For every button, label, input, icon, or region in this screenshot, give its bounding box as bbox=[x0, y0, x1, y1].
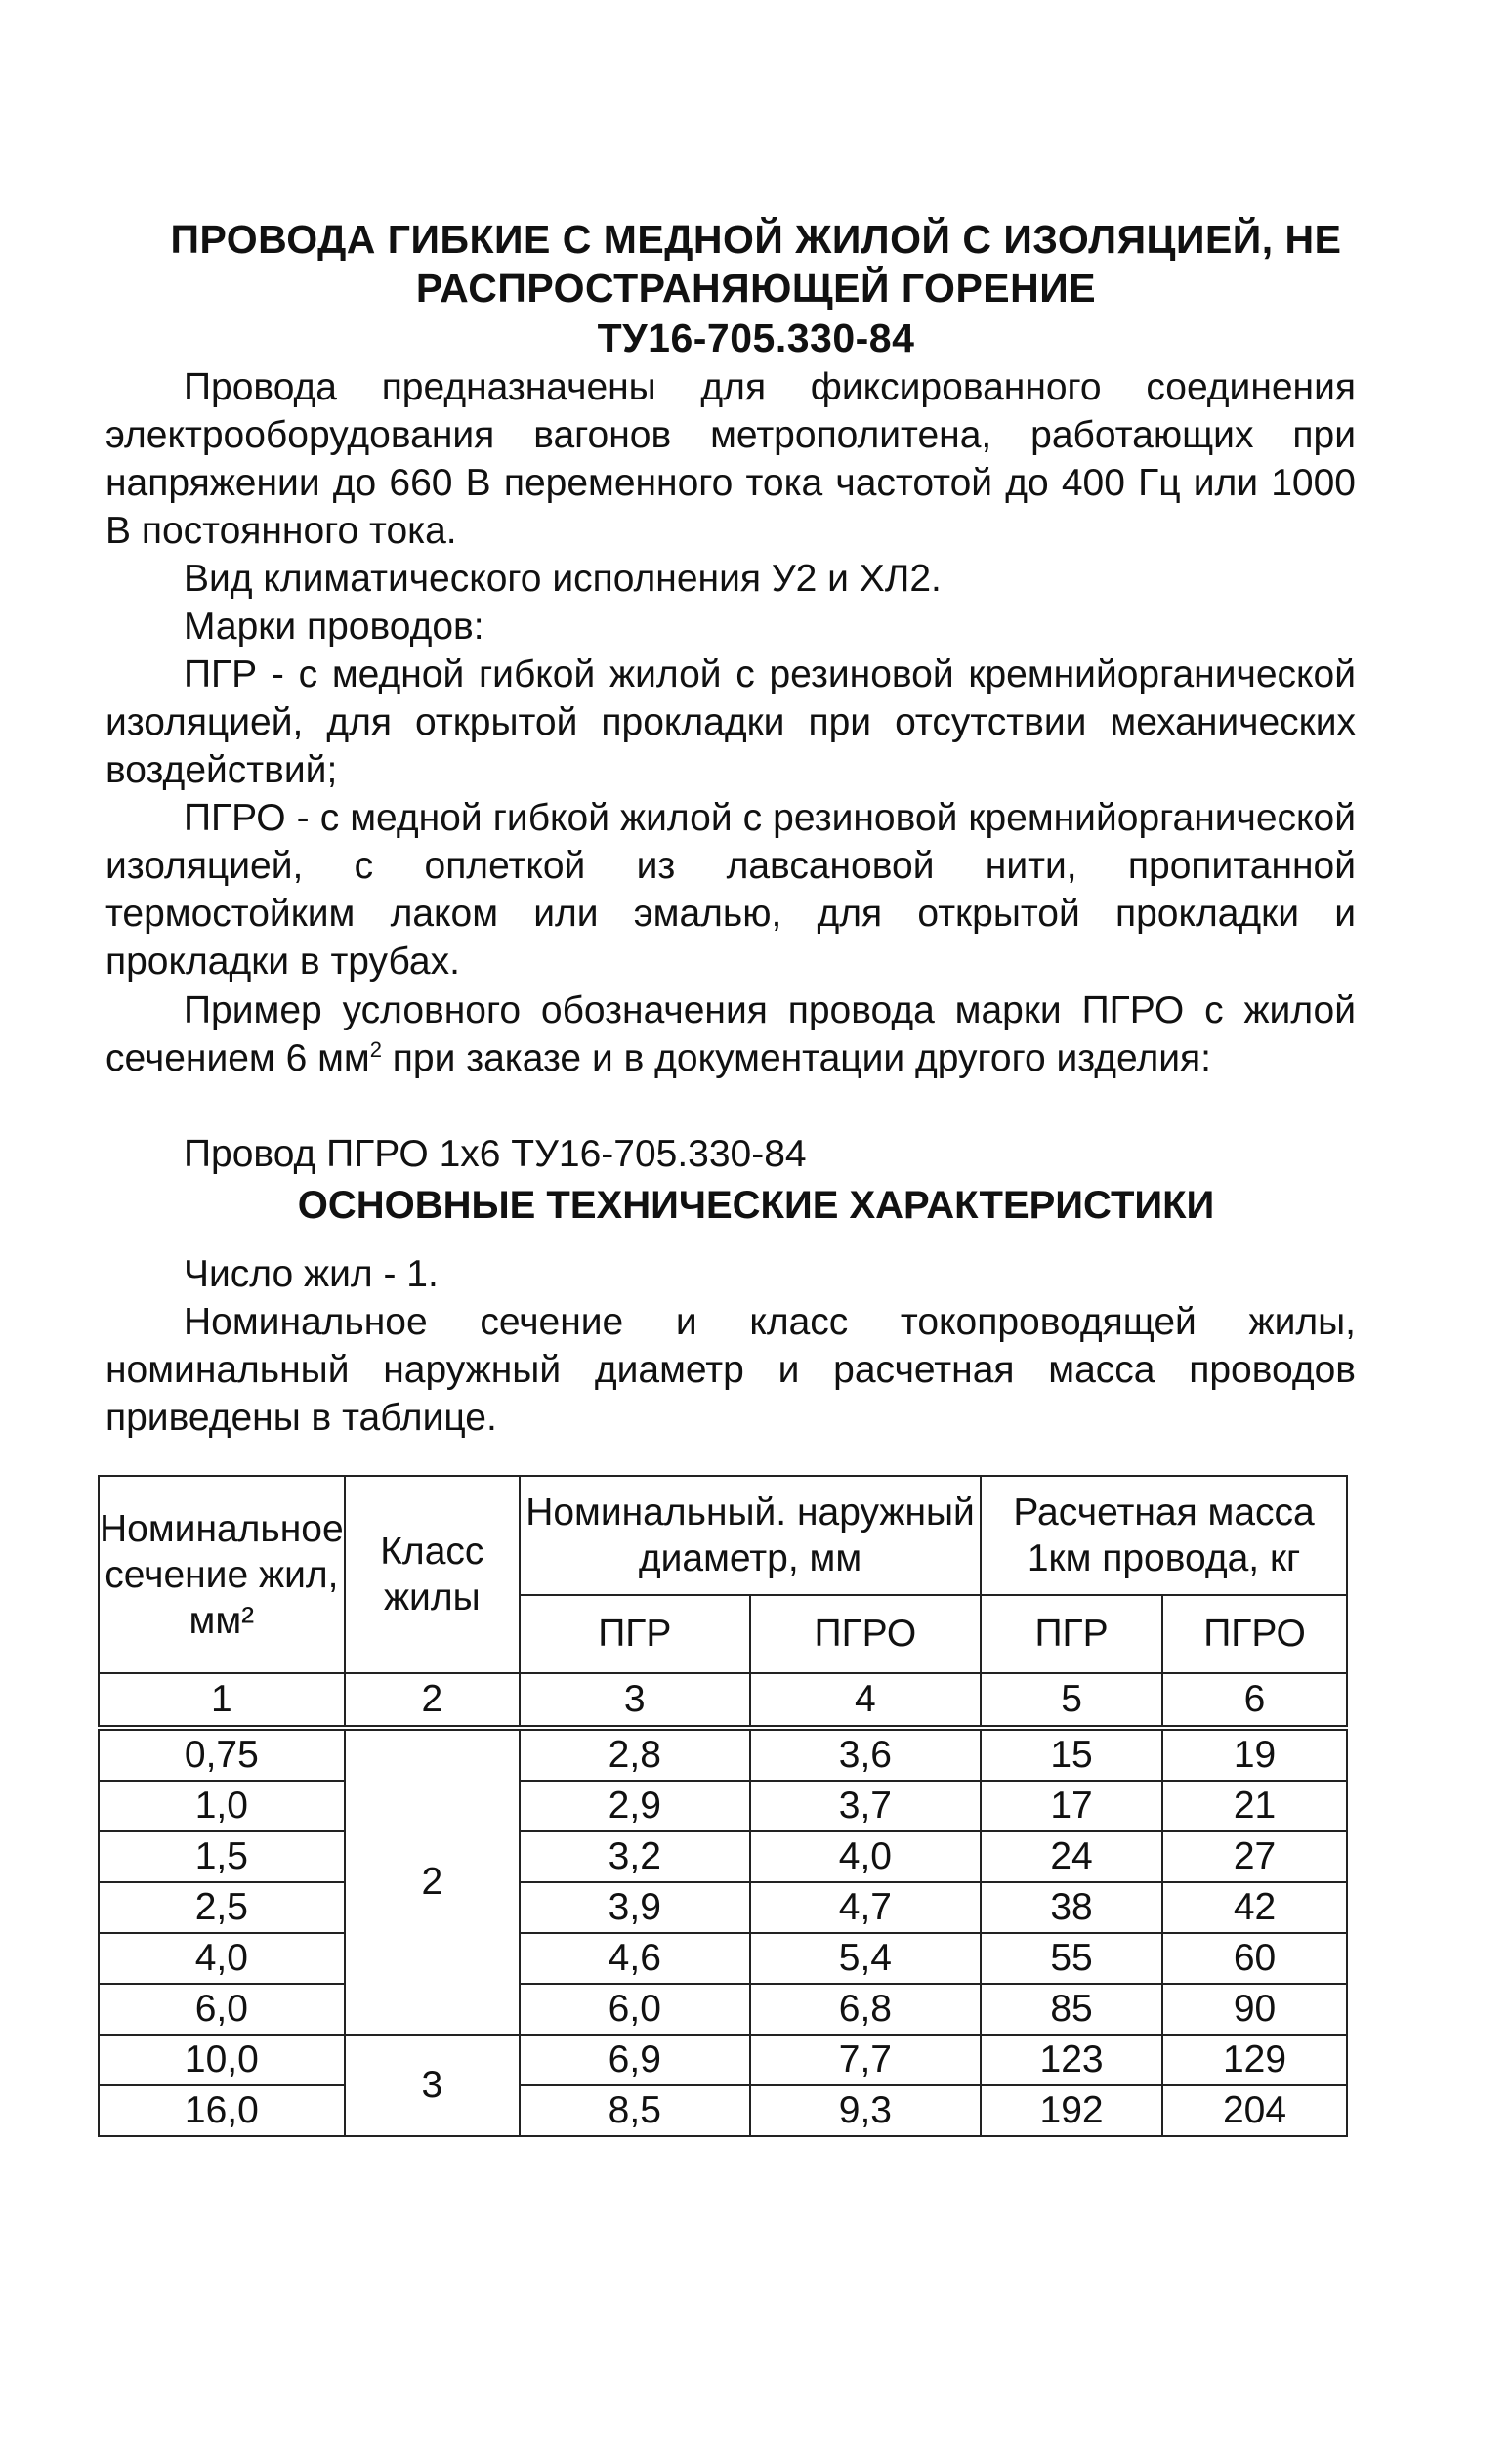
climate-paragraph: Вид климатического исполнения У2 и ХЛ2. bbox=[184, 558, 942, 600]
subheader-diameter-pgro: ПГРО bbox=[750, 1595, 981, 1673]
marks-label: Марки проводов: bbox=[184, 606, 484, 648]
cell-section: 4,0 bbox=[99, 1933, 345, 1984]
cell-mass-pgro: 204 bbox=[1162, 2085, 1347, 2136]
cell-class-group: 3 bbox=[345, 2035, 520, 2136]
cell-section: 16,0 bbox=[99, 2085, 345, 2136]
cell-diameter-pgr: 2,8 bbox=[520, 1728, 750, 1781]
table-row bbox=[99, 1831, 1347, 1882]
cell-mass-pgr: 38 bbox=[981, 1882, 1162, 1933]
cell-mass-pgr: 17 bbox=[981, 1781, 1162, 1831]
table-row bbox=[99, 1984, 1347, 2035]
purpose-paragraph: Провода предназначены для фиксированного соединения электрооборудования вагонов метрополитена, работающих при напряжении до 660 В переменного тока частотой до 400 Гц или 1000 В постоянного тока. bbox=[105, 366, 1356, 552]
cell-section: 6,0 bbox=[99, 1984, 345, 2035]
cell-diameter-pgro: 4,7 bbox=[750, 1882, 981, 1933]
specifications-table bbox=[98, 1475, 1348, 2137]
document-title-line-2: РАСПРОСТРАНЯЮЩЕЙ ГОРЕНИЕ bbox=[415, 266, 1097, 311]
cell-diameter-pgro: 3,7 bbox=[750, 1781, 981, 1831]
cell-mass-pgro: 27 bbox=[1162, 1831, 1347, 1882]
cell-diameter-pgro: 3,6 bbox=[750, 1728, 981, 1781]
table-header-row bbox=[99, 1476, 1347, 1595]
cell-mass-pgro: 21 bbox=[1162, 1781, 1347, 1831]
table-row bbox=[99, 2035, 1347, 2085]
column-number: 3 bbox=[520, 1673, 750, 1728]
cell-diameter-pgro: 4,0 bbox=[750, 1831, 981, 1882]
cell-mass-pgro: 19 bbox=[1162, 1728, 1347, 1781]
pgro-description: ПГРО - с медной гибкой жилой с резиновой кремнийорганической изоляцией, с оплеткой из лавсановой нити, пропитанной термостойким лаком или эмалью, для открытой прокладки и прокладки в трубах. bbox=[105, 797, 1356, 983]
cell-mass-pgr: 24 bbox=[981, 1831, 1162, 1882]
cell-diameter-pgr: 3,9 bbox=[520, 1882, 750, 1933]
column-number: 1 bbox=[99, 1673, 345, 1728]
column-number-row bbox=[99, 1673, 1347, 1728]
cell-diameter-pgr: 6,9 bbox=[520, 2035, 750, 2085]
cell-diameter-pgr: 3,2 bbox=[520, 1831, 750, 1882]
cell-diameter-pgro: 9,3 bbox=[750, 2085, 981, 2136]
header-section: Номинальное сечение жил, мм² bbox=[99, 1476, 345, 1673]
header-diameter: Номинальный. наружный диаметр, мм bbox=[520, 1476, 981, 1595]
cell-diameter-pgr: 2,9 bbox=[520, 1781, 750, 1831]
cell-mass-pgr: 192 bbox=[981, 2085, 1162, 2136]
cell-mass-pgr: 123 bbox=[981, 2035, 1162, 2085]
document-title-line-1: ПРОВОДА ГИБКИЕ С МЕДНОЙ ЖИЛОЙ С ИЗОЛЯЦИЕЙ, НЕ bbox=[170, 217, 1342, 262]
example-text-end: при заказе и в документации другого изделия: bbox=[381, 1037, 1211, 1079]
header-class: Класс жилы bbox=[345, 1476, 520, 1673]
table-row bbox=[99, 1933, 1347, 1984]
cell-diameter-pgr: 8,5 bbox=[520, 2085, 750, 2136]
table-intro: Номинальное сечение и класс токопроводящей жилы, номинальный наружный диаметр и расчетная масса проводов приведены в таблице. bbox=[105, 1301, 1356, 1439]
cell-section: 1,0 bbox=[99, 1781, 345, 1831]
cell-mass-pgr: 55 bbox=[981, 1933, 1162, 1984]
table-row bbox=[99, 1882, 1347, 1933]
cell-diameter-pgr: 6,0 bbox=[520, 1984, 750, 2035]
cell-mass-pgro: 42 bbox=[1162, 1882, 1347, 1933]
pgr-description: ПГР - с медной гибкой жилой с резиновой кремнийорганической изоляцией, для открытой прокладки при отсутствии механических воздействий; bbox=[105, 653, 1356, 791]
cell-section: 2,5 bbox=[99, 1882, 345, 1933]
cell-section: 1,5 bbox=[99, 1831, 345, 1882]
designation-example bbox=[105, 987, 1356, 1082]
cell-section: 10,0 bbox=[99, 2035, 345, 2085]
header-mass: Расчетная масса 1км провода, кг bbox=[981, 1476, 1347, 1595]
cell-diameter-pgro: 6,8 bbox=[750, 1984, 981, 2035]
example-superscript: 2 bbox=[369, 1037, 382, 1062]
cell-mass-pgr: 15 bbox=[981, 1728, 1162, 1781]
cell-diameter-pgro: 5,4 bbox=[750, 1933, 981, 1984]
column-number: 6 bbox=[1162, 1673, 1347, 1728]
column-number: 2 bbox=[345, 1673, 520, 1728]
table-row bbox=[99, 1728, 1347, 1781]
column-number: 5 bbox=[981, 1673, 1162, 1728]
document-standard-code: ТУ16-705.330-84 bbox=[597, 315, 915, 360]
designation-code: Провод ПГРО 1х6 ТУ16-705.330-84 bbox=[184, 1133, 807, 1175]
cell-diameter-pgro: 7,7 bbox=[750, 2035, 981, 2085]
table-row bbox=[99, 2085, 1347, 2136]
subheader-mass-pgro: ПГРО bbox=[1162, 1595, 1347, 1673]
cell-mass-pgr: 85 bbox=[981, 1984, 1162, 2035]
cell-mass-pgro: 129 bbox=[1162, 2035, 1347, 2085]
cell-mass-pgro: 60 bbox=[1162, 1933, 1347, 1984]
column-number: 4 bbox=[750, 1673, 981, 1728]
cores-count: Число жил - 1. bbox=[184, 1253, 439, 1295]
table-row bbox=[99, 1781, 1347, 1831]
cell-class-group: 2 bbox=[345, 1728, 520, 2035]
cell-mass-pgro: 90 bbox=[1162, 1984, 1347, 2035]
example-text-start: Пример условного обозначения провода марки ПГРО с жилой сечением 6 мм bbox=[105, 989, 1356, 1079]
cell-diameter-pgr: 4,6 bbox=[520, 1933, 750, 1984]
cell-section: 0,75 bbox=[99, 1728, 345, 1781]
subheader-diameter-pgr: ПГР bbox=[520, 1595, 750, 1673]
specs-heading: ОСНОВНЫЕ ТЕХНИЧЕСКИЕ ХАРАКТЕРИСТИКИ bbox=[297, 1184, 1215, 1227]
subheader-mass-pgr: ПГР bbox=[981, 1595, 1162, 1673]
